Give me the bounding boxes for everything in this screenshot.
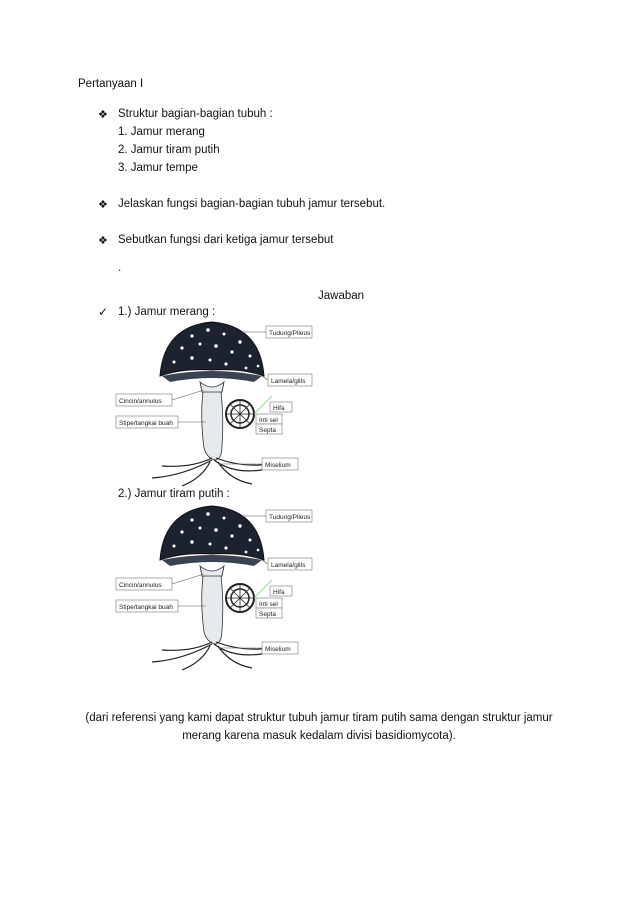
question-1: Struktur bagian-bagian tubuh : (118, 108, 273, 120)
mushroom-diagram-1 (112, 318, 322, 490)
stray-dot: . (118, 262, 122, 274)
question-1-item-2: 2. Jamur tiram putih (118, 144, 220, 156)
answer-1-label: 1.) Jamur merang : (118, 306, 216, 318)
diamond-bullet-icon: ❖ (98, 109, 108, 121)
label-ring: Cincin/annulus (119, 582, 162, 589)
answer-title: Jawaban (318, 290, 365, 302)
diamond-bullet-icon: ❖ (98, 199, 108, 211)
label-stipe: Stipe/tangkai buah (119, 420, 173, 427)
label-gills: Lamela/gills (271, 562, 306, 569)
label-ring: Cincin/annulus (119, 398, 162, 405)
page-heading: Pertanyaan I (78, 78, 144, 90)
question-3: Sebutkan fungsi dari ketiga jamur tersebut (118, 234, 334, 246)
label-hypha: Hifa (273, 405, 285, 412)
question-1-item-3: 3. Jamur tempe (118, 162, 198, 174)
label-nucleus: Inti sel (259, 601, 278, 608)
answer-2-label: 2.) Jamur tiram putih : (118, 488, 230, 500)
label-nucleus: Inti sel (259, 417, 278, 424)
question-2: Jelaskan fungsi bagian-bagian tubuh jamur tersebut. (118, 198, 386, 210)
label-cap: Tudung/Pileus (269, 330, 311, 337)
label-septa: Septa (259, 427, 276, 434)
mushroom-diagram-2 (112, 502, 322, 674)
question-1-item-1: 1. Jamur merang (118, 126, 205, 138)
label-gills: Lamela/gills (271, 378, 306, 385)
label-mycelium: Miselium (265, 646, 291, 653)
label-septa: Septa (259, 611, 276, 618)
label-mycelium: Miselium (265, 462, 291, 469)
reference-note-line-2: merang karena masuk kedalam divisi basidiomycota). (182, 730, 456, 742)
reference-note-line-1: (dari referensi yang kami dapat struktur tubuh jamur tiram putih sama dengan struktur jamur (85, 712, 553, 724)
checkmark-icon: ✓ (98, 305, 109, 319)
label-cap: Tudung/Pileus (269, 514, 311, 521)
label-hypha: Hifa (273, 589, 285, 596)
label-stipe: Stipe/tangkai buah (119, 604, 173, 611)
diamond-bullet-icon: ❖ (98, 235, 108, 247)
